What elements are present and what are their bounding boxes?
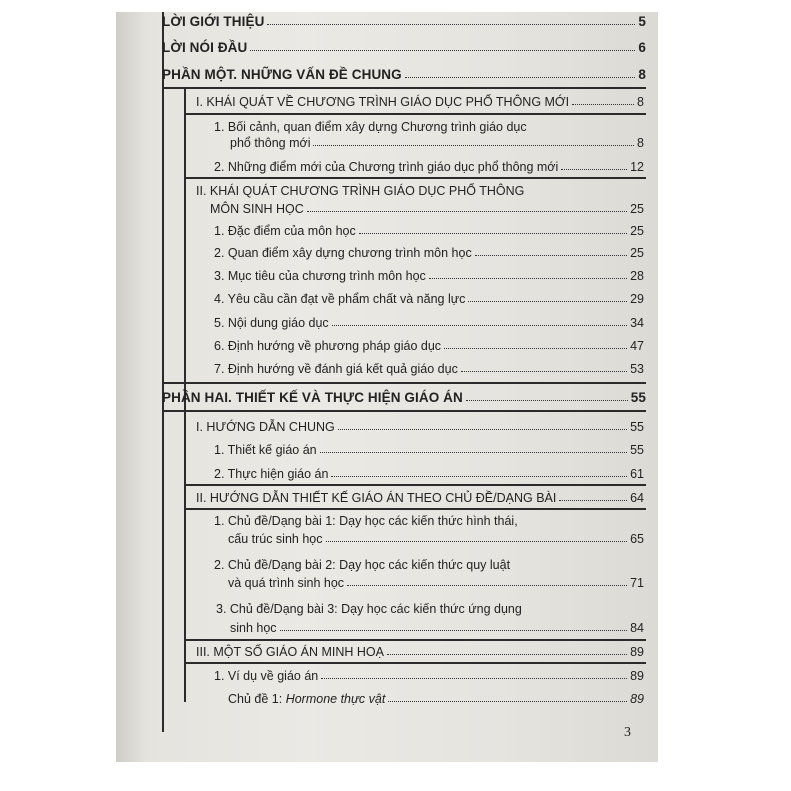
leader-dots	[250, 49, 635, 51]
leader-dots	[321, 677, 627, 679]
toc-entry-p1-s1[interactable]	[196, 95, 644, 109]
topic-title: Hormone thực vật	[285, 692, 386, 706]
topic-prefix: Chủ đề 1:	[228, 692, 286, 706]
toc-entry-p2-s1-item[interactable]	[214, 467, 644, 481]
section-left-rule	[184, 89, 186, 464]
toc-entry-label: 1. Thiết kế giáo án	[214, 443, 317, 457]
toc-entry-label: phổ thông mới	[230, 136, 311, 150]
toc-entry-p2-s3-1-a[interactable]	[228, 692, 644, 706]
leader-dots	[331, 475, 627, 477]
page-gutter-shadow	[116, 12, 146, 762]
toc-entry-page: 89	[630, 645, 644, 659]
toc-entry-label: 7. Định hướng về đánh giá kết quả giáo dục	[214, 362, 458, 376]
leader-dots	[444, 347, 627, 349]
toc-entry-page: 8	[638, 67, 646, 82]
toc-entry-p1-s2-item[interactable]	[214, 316, 644, 330]
leader-dots	[387, 653, 627, 655]
section-divider	[162, 87, 646, 89]
section-divider	[184, 177, 646, 179]
leader-dots	[559, 499, 627, 501]
toc-entry-p2-s2[interactable]	[196, 491, 644, 505]
leader-dots	[313, 144, 634, 146]
section-divider	[184, 662, 646, 664]
leader-dots	[572, 103, 634, 105]
toc-entry-page: 47	[630, 339, 644, 353]
section-divider	[184, 508, 646, 510]
toc-entry-page: 89	[630, 669, 644, 683]
toc-entry-p2-s2-1[interactable]	[228, 532, 644, 546]
toc-entry-label: 1. Đặc điểm của môn học	[214, 224, 356, 238]
leader-dots	[359, 232, 627, 234]
toc-entry-page: 55	[630, 390, 646, 405]
toc-entry-p1-s2-item[interactable]	[214, 224, 644, 238]
toc-entry-page: 25	[630, 202, 644, 216]
toc-entry-page: 25	[630, 246, 644, 260]
toc-entry-label: 5. Nội dung giáo dục	[214, 316, 329, 330]
toc-entry-p1-s2-item[interactable]	[214, 362, 644, 376]
toc-entry-part-one[interactable]	[162, 67, 646, 82]
toc-entry-page: 6	[638, 40, 646, 55]
leader-dots	[405, 76, 636, 78]
toc-entry-label: II. HƯỚNG DẪN THIẾT KẾ GIÁO ÁN THEO CHỦ ĐỀ/DẠNG BÀI	[196, 491, 557, 505]
leader-dots	[347, 584, 627, 586]
toc-entry-p2-s2-2[interactable]	[228, 576, 644, 590]
leader-dots	[461, 370, 627, 372]
section-divider	[184, 484, 646, 486]
toc-entry-page: 55	[630, 443, 644, 457]
leader-dots	[466, 399, 628, 401]
toc-entry-page: 53	[630, 362, 644, 376]
toc-entry-label: III. MỘT SỐ GIÁO ÁN MINH HOẠ	[196, 645, 384, 659]
toc-entry-page: 25	[630, 224, 644, 238]
toc-entry-page: 8	[637, 95, 644, 109]
leader-dots	[429, 277, 627, 279]
toc-entry-label: 2. Thực hiện giáo án	[214, 467, 329, 481]
toc-entry-label: 2. Những điểm mới của Chương trình giáo dục phổ thông mới	[214, 160, 559, 174]
toc-entry-page: 84	[630, 621, 644, 635]
toc-entry-label: 4. Yêu cầu cần đạt về phẩm chất và năng lực	[214, 292, 466, 306]
toc-entry-label: cấu trúc sinh học	[228, 532, 323, 546]
toc-entry-label: I. KHÁI QUÁT VỀ CHƯƠNG TRÌNH GIÁO DỤC PHỔ THÔNG MỚI	[196, 95, 570, 109]
toc-entry-p2-s1-item[interactable]	[214, 443, 644, 457]
toc-entry-p1-s2-item[interactable]	[214, 246, 644, 260]
toc-entry-p1-s2-item[interactable]	[214, 269, 644, 283]
leader-dots	[267, 23, 635, 25]
leader-dots	[475, 254, 627, 256]
toc-entry-p1-s2-item[interactable]	[214, 292, 644, 306]
toc-entry-p2-s3[interactable]	[196, 645, 644, 659]
toc-entry-label: 1. Ví dụ về giáo án	[214, 669, 319, 683]
toc-entry-p2-s1[interactable]	[196, 420, 644, 434]
leader-dots	[280, 629, 628, 631]
leader-dots	[338, 428, 627, 430]
toc-entry-page: 12	[630, 160, 644, 174]
toc-entry-foreword[interactable]	[162, 40, 646, 55]
section-left-rule	[184, 412, 186, 702]
section-divider	[162, 410, 646, 412]
leader-dots	[561, 168, 627, 170]
toc-entry-p1-s2-item[interactable]	[214, 339, 644, 353]
section-divider	[162, 382, 646, 384]
toc-entry-p1-s2[interactable]	[210, 202, 644, 216]
leader-dots	[332, 324, 627, 326]
toc-entry-page: 8	[637, 136, 644, 150]
leader-dots	[320, 451, 627, 453]
leader-dots	[468, 300, 627, 302]
toc-entry-part-two[interactable]	[162, 390, 646, 405]
toc-entry-p2-s2-1-line1: 1. Chủ đề/Dạng bài 1: Dạy học các kiến thức hình thái,	[214, 514, 518, 528]
toc-entry-label: 2. Quan điểm xây dựng chương trình môn học	[214, 246, 472, 260]
toc-entry-page: 61	[630, 467, 644, 481]
leader-dots	[388, 700, 627, 702]
toc-entry-p1-s1-1[interactable]	[230, 136, 644, 150]
toc-entry-label: và quá trình sinh học	[228, 576, 345, 590]
toc-entry-p2-s2-3-line1: 3. Chủ đề/Dạng bài 3: Dạy học các kiến thức ứng dụng	[216, 602, 522, 616]
toc-entry-label: 3. Mục tiêu của chương trình môn học	[214, 269, 426, 283]
toc-entry-intro[interactable]	[162, 14, 646, 29]
toc-entry-label: LỜI NÓI ĐẦU	[162, 40, 248, 55]
toc-entry-p1-s1-2[interactable]	[214, 160, 644, 174]
book-page-photo	[116, 12, 658, 762]
section-divider	[184, 639, 646, 641]
toc-entry-label: 6. Định hướng về phương pháp giáo dục	[214, 339, 442, 353]
toc-entry-page: 89	[630, 692, 644, 706]
toc-entry-page: 64	[630, 491, 644, 505]
toc-entry-p1-s2-line1: II. KHÁI QUÁT CHƯƠNG TRÌNH GIÁO DỤC PHỔ THÔNG	[196, 184, 525, 198]
toc-entry-page: 55	[630, 420, 644, 434]
toc-entry-page: 65	[630, 532, 644, 546]
toc-entry-label: PHẦN HAI. THIẾT KẾ VÀ THỰC HIỆN GIÁO ÁN	[162, 390, 463, 405]
toc-entry-p2-s3-1[interactable]	[214, 669, 644, 683]
leader-dots	[307, 210, 627, 212]
toc-entry-label: I. HƯỚNG DẪN CHUNG	[196, 420, 335, 434]
page-number: 3	[624, 725, 631, 740]
leader-dots	[326, 540, 628, 542]
toc-entry-label: LỜI GIỚI THIỆU	[162, 14, 265, 29]
toc-entry-page: 5	[638, 14, 646, 29]
section-divider	[184, 113, 646, 115]
toc-entry-page: 29	[630, 292, 644, 306]
toc-entry-p1-s1-1-line1: 1. Bối cảnh, quan điểm xây dựng Chương trình giáo dục	[214, 120, 527, 134]
toc-entry-p2-s2-3[interactable]	[230, 621, 644, 635]
toc-entry-label: sinh học	[230, 621, 277, 635]
toc-entry-page: 28	[630, 269, 644, 283]
toc-entry-label: MÔN SINH HỌC	[210, 202, 304, 216]
toc-entry-p2-s2-2-line1: 2. Chủ đề/Dạng bài 2: Dạy học các kiến thức quy luật	[214, 558, 511, 572]
toc-entry-page: 71	[630, 576, 644, 590]
toc-entry-label	[228, 692, 385, 706]
toc-entry-label: PHẦN MỘT. NHỮNG VẤN ĐỀ CHUNG	[162, 67, 402, 82]
toc-entry-page: 34	[630, 316, 644, 330]
toc-left-rule	[162, 12, 164, 732]
